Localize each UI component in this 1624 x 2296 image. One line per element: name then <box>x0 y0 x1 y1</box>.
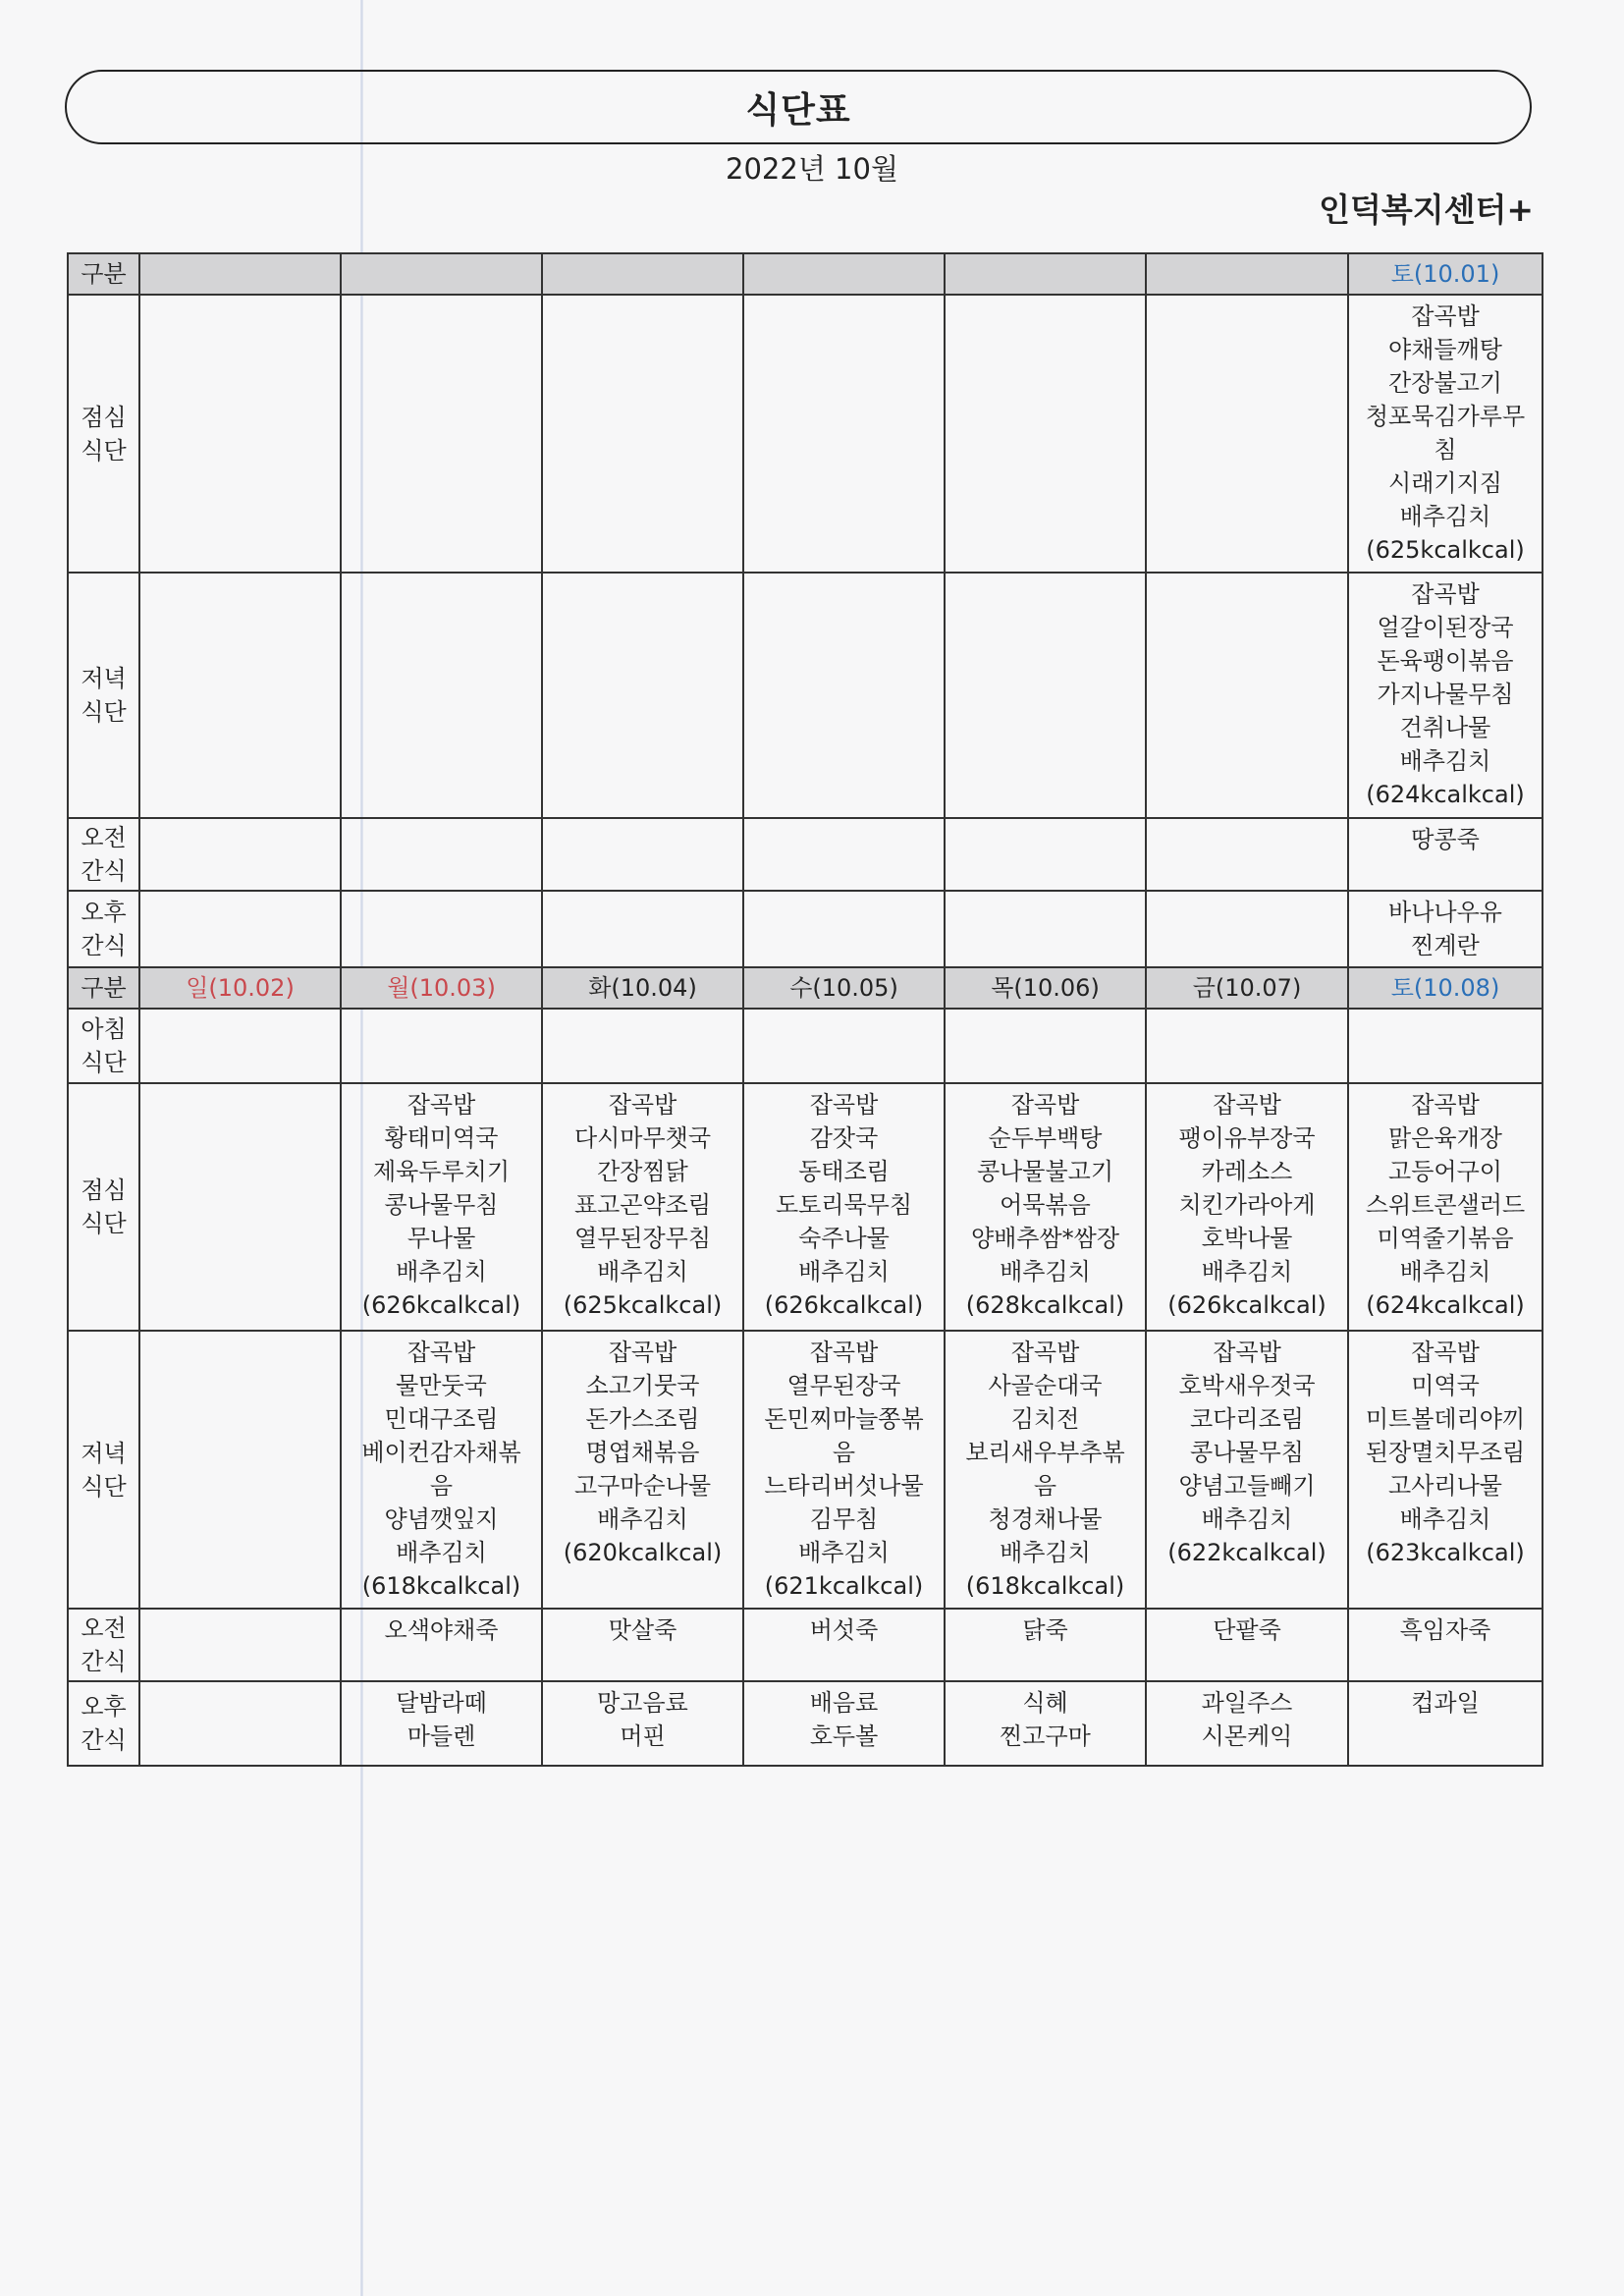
menu-cell <box>743 295 945 573</box>
menu-cell <box>1348 1009 1543 1083</box>
menu-cell <box>139 891 341 967</box>
meal-label: 오후 간식 <box>68 891 139 967</box>
menu-cell: 잡곡밥 얼갈이된장국 돈육팽이볶음 가지나물무침 건취나물 배추김치 (624kcalkcal) <box>1348 573 1543 818</box>
menu-cell: 잡곡밥 맑은육개장 고등어구이 스위트콘샐러드 미역줄기볶음 배추김치 (624kcalkcal) <box>1348 1083 1543 1331</box>
menu-cell <box>139 1009 341 1083</box>
menu-cell <box>945 891 1146 967</box>
menu-cell <box>743 573 945 818</box>
meal-label: 저녁 식단 <box>68 573 139 818</box>
menu-cell: 달밤라떼 마들렌 <box>341 1681 542 1766</box>
day-header <box>341 253 542 295</box>
menu-cell <box>542 891 743 967</box>
menu-cell: 잡곡밥 야채들깨탕 간장불고기 청포묵김가루무 침 시래기지짐 배추김치 (625kcalkcal) <box>1348 295 1543 573</box>
day-header: 월(10.03) <box>341 967 542 1009</box>
menu-cell <box>139 295 341 573</box>
day-header: 화(10.04) <box>542 967 743 1009</box>
menu-cell <box>542 573 743 818</box>
day-header <box>542 253 743 295</box>
menu-cell: 버섯죽 <box>743 1609 945 1681</box>
menu-cell: 식혜 찐고구마 <box>945 1681 1146 1766</box>
day-header: 토(10.08) <box>1348 967 1543 1009</box>
day-header <box>139 253 341 295</box>
day-header <box>743 253 945 295</box>
menu-cell <box>542 295 743 573</box>
menu-cell <box>743 891 945 967</box>
meal-row-lunch <box>68 1083 1543 1331</box>
menu-cell <box>542 1009 743 1083</box>
menu-cell <box>1146 818 1348 891</box>
day-header <box>1146 253 1348 295</box>
week2-header-row <box>68 967 1543 1009</box>
meal-row-dinner <box>68 573 1543 818</box>
day-header <box>945 253 1146 295</box>
menu-cell: 단팥죽 <box>1146 1609 1348 1681</box>
menu-cell: 땅콩죽 <box>1348 818 1543 891</box>
menu-cell <box>945 1009 1146 1083</box>
menu-cell <box>945 295 1146 573</box>
meal-row-pm-snack <box>68 1681 1543 1766</box>
meal-label: 오후 간식 <box>68 1681 139 1766</box>
menu-cell: 잡곡밥 소고기뭇국 돈가스조림 명엽채볶음 고구마순나물 배추김치 (620kcalkcal) <box>542 1331 743 1609</box>
menu-cell: 닭죽 <box>945 1609 1146 1681</box>
meal-label: 점심 식단 <box>68 295 139 573</box>
menu-cell <box>139 1609 341 1681</box>
menu-cell <box>341 573 542 818</box>
day-header: 금(10.07) <box>1146 967 1348 1009</box>
day-header: 목(10.06) <box>945 967 1146 1009</box>
menu-cell <box>945 818 1146 891</box>
menu-cell: 배음료 호두볼 <box>743 1681 945 1766</box>
meal-label: 아침 식단 <box>68 1009 139 1083</box>
menu-cell <box>341 295 542 573</box>
menu-cell <box>1146 295 1348 573</box>
menu-cell <box>1146 891 1348 967</box>
day-header: 일(10.02) <box>139 967 341 1009</box>
meal-row-lunch <box>68 295 1543 573</box>
menu-cell: 잡곡밥 다시마무챗국 간장찜닭 표고곤약조림 열무된장무침 배추김치 (625kcalkcal) <box>542 1083 743 1331</box>
menu-cell: 잡곡밥 호박새우젓국 코다리조림 콩나물무침 양념고들빼기 배추김치 (622kcalkcal) <box>1146 1331 1348 1609</box>
menu-cell: 컵과일 <box>1348 1681 1543 1766</box>
menu-cell: 잡곡밥 열무된장국 돈민찌마늘쫑볶 음 느타리버섯나물 김무침 배추김치 (621kcalkcal) <box>743 1331 945 1609</box>
menu-cell <box>1146 573 1348 818</box>
menu-cell: 과일주스 시몬케익 <box>1146 1681 1348 1766</box>
menu-cell: 잡곡밥 물만둣국 민대구조림 베이컨감자채볶 음 양념깻잎지 배추김치 (618kcalkcal) <box>341 1331 542 1609</box>
menu-cell <box>743 818 945 891</box>
header-label: 구분 <box>68 253 139 295</box>
menu-cell <box>139 1331 341 1609</box>
day-header: 수(10.05) <box>743 967 945 1009</box>
menu-cell: 망고음료 머핀 <box>542 1681 743 1766</box>
meal-label: 오전 간식 <box>68 1609 139 1681</box>
menu-cell <box>542 818 743 891</box>
menu-cell: 잡곡밥 순두부백탕 콩나물불고기 어묵볶음 양배추쌈*쌈장 배추김치 (628kcalkcal) <box>945 1083 1146 1331</box>
header-label: 구분 <box>68 967 139 1009</box>
meal-label: 오전 간식 <box>68 818 139 891</box>
menu-cell: 잡곡밥 감잣국 동태조림 도토리묵무침 숙주나물 배추김치 (626kcalkcal) <box>743 1083 945 1331</box>
meal-row-am-snack <box>68 818 1543 891</box>
meal-row-pm-snack <box>68 891 1543 967</box>
week1-header-row <box>68 253 1543 295</box>
meal-row-dinner <box>68 1331 1543 1609</box>
menu-table <box>67 252 1543 1767</box>
menu-cell <box>945 573 1146 818</box>
menu-cell <box>139 818 341 891</box>
menu-cell <box>1146 1009 1348 1083</box>
menu-cell <box>139 573 341 818</box>
meal-row-am-snack <box>68 1609 1543 1681</box>
meal-label: 점심 식단 <box>68 1083 139 1331</box>
page-title: 식단표 <box>745 89 851 131</box>
menu-cell <box>139 1681 341 1766</box>
menu-cell: 잡곡밥 황태미역국 제육두루치기 콩나물무침 무나물 배추김치 (626kcalkcal) <box>341 1083 542 1331</box>
menu-cell: 잡곡밥 사골순대국 김치전 보리새우부추볶 음 청경채나물 배추김치 (618kcalkcal) <box>945 1331 1146 1609</box>
menu-cell: 흑임자죽 <box>1348 1609 1543 1681</box>
menu-cell <box>743 1009 945 1083</box>
meal-row-breakfast <box>68 1009 1543 1083</box>
menu-cell <box>341 1009 542 1083</box>
menu-cell <box>341 818 542 891</box>
menu-cell <box>139 1083 341 1331</box>
menu-cell: 잡곡밥 팽이유부장국 카레소스 치킨가라아게 호박나물 배추김치 (626kcalkcal) <box>1146 1083 1348 1331</box>
menu-cell <box>341 891 542 967</box>
meal-label: 저녁 식단 <box>68 1331 139 1609</box>
day-header: 토(10.01) <box>1348 253 1543 295</box>
menu-cell: 맛살죽 <box>542 1609 743 1681</box>
menu-cell: 잡곡밥 미역국 미트볼데리야끼 된장멸치무조림 고사리나물 배추김치 (623kcalkcal) <box>1348 1331 1543 1609</box>
page-subtitle: 2022년 10월 <box>726 152 898 186</box>
page-title-box <box>65 70 1532 144</box>
center-name: 인덕복지센터+ <box>1319 191 1534 229</box>
menu-cell: 바나나우유 찐계란 <box>1348 891 1543 967</box>
menu-cell: 오색야채죽 <box>341 1609 542 1681</box>
